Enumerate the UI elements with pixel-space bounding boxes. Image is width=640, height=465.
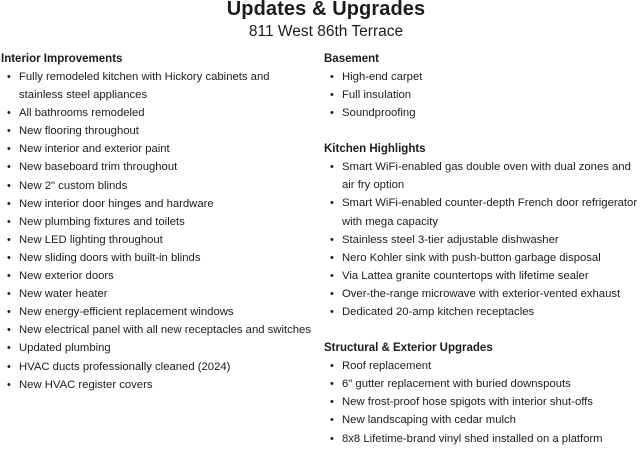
list-item-text: 8x8 Lifetime-brand vinyl shed installed on a platform xyxy=(342,432,603,445)
page-subtitle: 811 West 86th Terrace xyxy=(248,23,404,40)
list-item xyxy=(324,194,640,230)
section xyxy=(324,140,640,321)
left-column xyxy=(1,50,311,394)
list-item xyxy=(324,393,640,411)
bullet-icon: • xyxy=(7,215,11,228)
list-item xyxy=(324,68,640,86)
list-item-text: 6" gutter replacement with buried downspouts xyxy=(342,378,571,391)
list-item xyxy=(324,303,640,321)
list-item xyxy=(1,177,311,195)
bullet-icon: • xyxy=(7,179,11,192)
list-item-text: New flooring throughout xyxy=(19,125,139,138)
bullet-icon: • xyxy=(330,306,334,319)
list-item xyxy=(1,285,311,303)
bullet-icon: • xyxy=(7,233,11,246)
bullet-icon: • xyxy=(7,143,11,156)
bullet-icon: • xyxy=(7,288,11,301)
bullet-icon: • xyxy=(7,125,11,138)
page-title: Updates & Upgrades xyxy=(226,0,426,20)
list-item xyxy=(324,158,640,194)
list-item xyxy=(324,86,640,104)
bullet-list xyxy=(324,68,640,122)
bullet-list xyxy=(324,158,640,321)
bullet-icon: • xyxy=(330,269,334,282)
list-item-text: New HVAC register covers xyxy=(19,378,153,391)
list-item-text: Fully remodeled kitchen with Hickory cabinets and stainless steel appliances xyxy=(19,71,270,102)
section-heading: Structural & Exterior Upgrades xyxy=(324,342,493,355)
bullet-icon: • xyxy=(7,161,11,174)
list-item-text: Smart WiFi-enabled gas double oven with dual zones and air fry option xyxy=(342,161,631,192)
bullet-icon: • xyxy=(330,414,334,427)
bullet-icon: • xyxy=(330,71,334,83)
section xyxy=(324,339,640,447)
list-item-text: New interior door hinges and hardware xyxy=(19,197,214,210)
list-item xyxy=(324,411,640,429)
bullet-icon: • xyxy=(330,161,334,174)
list-item xyxy=(1,267,311,285)
bullet-list xyxy=(1,68,311,394)
list-item-text: Updated plumbing xyxy=(19,342,111,355)
bullet-icon: • xyxy=(7,251,11,264)
list-item-text: Via Lattea granite countertops with lifetime sealer xyxy=(342,269,589,282)
bullet-list xyxy=(324,357,640,447)
list-item-text: Stainless steel 3-tier adjustable dishwasher xyxy=(342,233,559,246)
list-item xyxy=(324,267,640,285)
list-item xyxy=(324,357,640,375)
list-item xyxy=(324,231,640,249)
list-item xyxy=(1,122,311,140)
list-item-text: HVAC ducts professionally cleaned (2024) xyxy=(19,360,231,373)
list-item xyxy=(324,375,640,393)
list-item xyxy=(1,358,311,376)
list-item xyxy=(1,158,311,176)
list-item xyxy=(1,339,311,357)
list-item-text: New plumbing fixtures and toilets xyxy=(19,215,185,228)
list-item-text: New LED lighting throughout xyxy=(19,233,163,246)
bullet-icon: • xyxy=(330,396,334,409)
section xyxy=(1,50,311,394)
list-item xyxy=(1,303,311,321)
right-column xyxy=(324,50,640,448)
list-item-text: Roof replacement xyxy=(342,360,432,373)
list-item xyxy=(1,104,311,122)
list-item xyxy=(1,213,311,231)
list-item xyxy=(324,285,640,303)
list-item-text: New water heater xyxy=(19,288,108,301)
bullet-icon: • xyxy=(330,287,334,300)
list-item-text: New landscaping with cedar mulch xyxy=(342,414,516,427)
list-item-text: Full insulation xyxy=(342,89,412,102)
list-item-text: New electrical panel with all new receptacles and switches xyxy=(19,324,311,337)
list-item-text: Nero Kohler sink with push-button garbage disposal xyxy=(342,251,601,264)
bullet-icon: • xyxy=(7,360,11,373)
bullet-icon: • xyxy=(7,378,11,391)
list-item-text: New exterior doors xyxy=(19,270,114,283)
bullet-icon: • xyxy=(7,306,11,319)
list-item-text: New sliding doors with built-in blinds xyxy=(19,251,201,264)
bullet-icon: • xyxy=(7,107,11,120)
list-item xyxy=(324,430,640,448)
bullet-icon: • xyxy=(330,197,334,210)
list-item-text: Soundproofing xyxy=(342,107,416,120)
bullet-icon: • xyxy=(7,270,11,283)
list-item-text: Over-the-range microwave with exterior-vented exhaust xyxy=(342,287,621,300)
bullet-icon: • xyxy=(330,251,334,264)
list-item-text: High-end carpet xyxy=(342,71,423,83)
bullet-icon: • xyxy=(330,432,334,445)
bullet-icon: • xyxy=(7,342,11,355)
section-heading: Basement xyxy=(324,53,379,65)
list-item xyxy=(1,195,311,213)
list-item xyxy=(324,104,640,122)
section-heading: Kitchen Highlights xyxy=(324,143,426,156)
list-item xyxy=(1,249,311,267)
list-item xyxy=(1,321,311,339)
list-item xyxy=(324,249,640,267)
list-item xyxy=(1,376,311,394)
list-item xyxy=(1,140,311,158)
bullet-icon: • xyxy=(7,71,11,83)
list-item-text: All bathrooms remodeled xyxy=(19,107,145,120)
bullet-icon: • xyxy=(330,378,334,391)
bullet-icon: • xyxy=(330,233,334,246)
list-item-text: Dedicated 20-amp kitchen receptacles xyxy=(342,306,535,319)
list-item-text: New interior and exterior paint xyxy=(19,143,170,156)
bullet-icon: • xyxy=(330,107,334,120)
bullet-icon: • xyxy=(7,197,11,210)
list-item xyxy=(1,68,311,104)
list-item xyxy=(1,231,311,249)
list-item-text: New energy-efficient replacement windows xyxy=(19,306,234,319)
bullet-icon: • xyxy=(330,360,334,373)
section-heading: Interior Improvements xyxy=(1,53,123,65)
list-item-text: New frost-proof hose spigots with interior shut-offs xyxy=(342,396,593,409)
bullet-icon: • xyxy=(330,89,334,102)
bullet-icon: • xyxy=(7,324,11,337)
section xyxy=(324,50,640,122)
list-item-text: Smart WiFi-enabled counter-depth French door refrigerator with mega capacity xyxy=(342,197,638,228)
list-item-text: New 2" custom blinds xyxy=(19,179,128,192)
list-item-text: New baseboard trim throughout xyxy=(19,161,178,174)
